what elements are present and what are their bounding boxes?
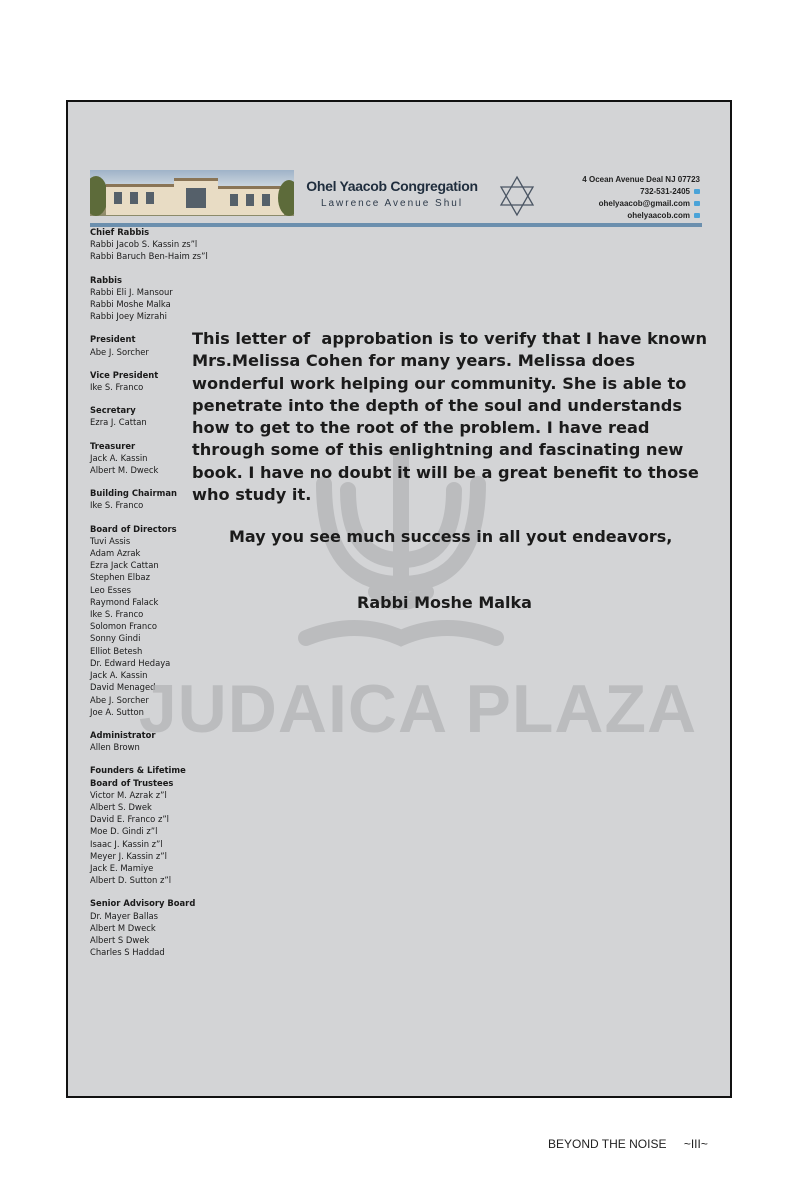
sidebar-name: Albert D. Sutton z”l (90, 875, 172, 886)
sidebar-name: Stephen Elbaz (90, 572, 150, 583)
contact-text: 4 Ocean Avenue Deal NJ 07723 (582, 175, 700, 184)
letter-page (66, 100, 732, 1098)
contact-text: ohelyaacob@gmail.com (598, 199, 690, 208)
sidebar-section-title: Building Chairman (90, 488, 177, 499)
sidebar-name: Jack E. Mamiye (90, 862, 154, 873)
sidebar-section-title: Vice President (90, 369, 159, 380)
contact-line (582, 186, 700, 198)
letter-body (192, 328, 708, 506)
sidebar-section-title: Treasurer (90, 440, 136, 451)
sidebar-name: David E. Franco z”l (90, 814, 170, 825)
contact-line (582, 210, 700, 222)
signature: Rabbi Moshe Malka (357, 593, 532, 612)
letterhead-title (300, 178, 484, 209)
book-title: BEYOND THE NOISE (548, 1137, 667, 1151)
star-of-david-icon (498, 174, 536, 218)
sidebar-name: Albert S. Dwek (90, 801, 152, 812)
sidebar-section-title: Rabbis (90, 274, 122, 285)
sidebar-name: David Menaged (90, 682, 156, 693)
sidebar-name: Ezra J. Cattan (90, 417, 147, 428)
phone-icon (694, 189, 700, 194)
sidebar-name: Dr. Edward Hedaya (90, 657, 171, 668)
sidebar-section-title: Chief Rabbis (90, 227, 150, 237)
page-number: ~III~ (683, 1137, 708, 1151)
sidebar-name: Ezra Jack Cattan (90, 560, 159, 571)
sidebar-name: Tuvi Assis (90, 535, 131, 546)
sidebar-name: Albert M Dweck (90, 922, 156, 933)
sidebar-name: Albert S Dwek (90, 934, 150, 945)
sidebar-name: Solomon Franco (90, 621, 157, 632)
web-icon (694, 213, 700, 218)
sidebar-section-title: Senior Advisory Board (90, 898, 196, 909)
sidebar-section (90, 897, 240, 958)
sidebar-section-title: Founders & Lifetime Board of Trustees (90, 765, 186, 788)
sidebar-name: Ike S. Franco (90, 500, 144, 511)
sidebar-name: Victor M. Azrak z”l (90, 789, 167, 800)
contact-text: 732-531-2405 (640, 187, 690, 196)
congregation-subtitle: Lawrence Avenue Shul (320, 198, 464, 209)
sidebar-name: Joe A. Sutton (90, 706, 144, 717)
page-footer (548, 1137, 708, 1151)
letter-body-line: wonderful work helping our community. She is able to (192, 373, 687, 393)
sidebar-name: Rabbi Moshe Malka (90, 299, 171, 310)
sidebar-name: Rabbi Eli J. Mansour (90, 286, 173, 297)
sidebar-name: Moe D. Gindi z”l (90, 826, 158, 837)
sidebar-name: Raymond Falack (90, 596, 159, 607)
contact-text: ohelyaacob.com (627, 211, 690, 220)
sidebar-name: Jack A. Kassin (90, 452, 148, 463)
sidebar-name: Dr. Mayer Ballas (90, 910, 159, 921)
sidebar-name: Abe J. Sorcher (90, 346, 149, 357)
sidebar-name: Albert M. Dweck (90, 465, 159, 476)
letter-body-line: book. I have no doubt it will be a great benefit to those (192, 462, 699, 482)
sidebar-name: Jack A. Kassin (90, 670, 148, 681)
sidebar-name: Elliot Betesh (90, 645, 143, 656)
sidebar-section-title: Administrator (90, 729, 156, 740)
sidebar-name: Rabbi Jacob S. Kassin zs”l (90, 239, 198, 250)
sidebar-name: Ike S. Franco (90, 382, 144, 393)
letter-body-line: how to get to the root of the problem. I have read (192, 418, 650, 438)
letter-body-line: who study it. (192, 485, 312, 505)
sidebar-name: Ike S. Franco (90, 609, 144, 620)
letter-body-line: through some of this enlightning and fascinating new (192, 440, 684, 460)
sidebar-name: Sonny Gindi (90, 633, 141, 644)
letter-body-line: penetrate into the depth of the soul and understands (192, 395, 683, 415)
sidebar-section (90, 764, 240, 886)
congregation-name: Ohel Yaacob Congregation (306, 178, 478, 194)
contact-block (582, 174, 700, 222)
sidebar-name: Allen Brown (90, 742, 140, 753)
letter-body-line: This letter of approbation is to verify that I have known (192, 329, 708, 348)
closing-line: May you see much success in all yout endeavors, (229, 527, 673, 546)
sidebar-name: Adam Azrak (90, 548, 141, 559)
sidebar-name: Rabbi Joey Mizrahi (90, 311, 167, 322)
sidebar-section-title: President (90, 334, 136, 345)
synagogue-building-photo (90, 170, 294, 216)
sidebar-section-title: Board of Directors (90, 523, 177, 534)
sidebar-name: Isaac J. Kassin z”l (90, 838, 163, 849)
sidebar-name: Rabbi Baruch Ben-Haim zs”l (90, 251, 208, 262)
sidebar-name: Leo Esses (90, 584, 131, 595)
email-icon (694, 201, 700, 206)
sidebar-name: Abe J. Sorcher (90, 694, 149, 705)
sidebar-section-title: Secretary (90, 405, 136, 416)
judaica-plaza-watermark: JUDAICA PLAZA (138, 671, 698, 747)
sidebar-name: Charles S Haddad (90, 947, 165, 958)
contact-line (582, 174, 700, 186)
letter-body-line: Mrs.Melissa Cohen for many years. Melissa does (192, 351, 636, 371)
contact-line (582, 198, 700, 210)
sidebar-name: Meyer J. Kassin z”l (90, 850, 167, 861)
sidebar-section (90, 226, 240, 263)
sidebar-section (90, 274, 240, 323)
